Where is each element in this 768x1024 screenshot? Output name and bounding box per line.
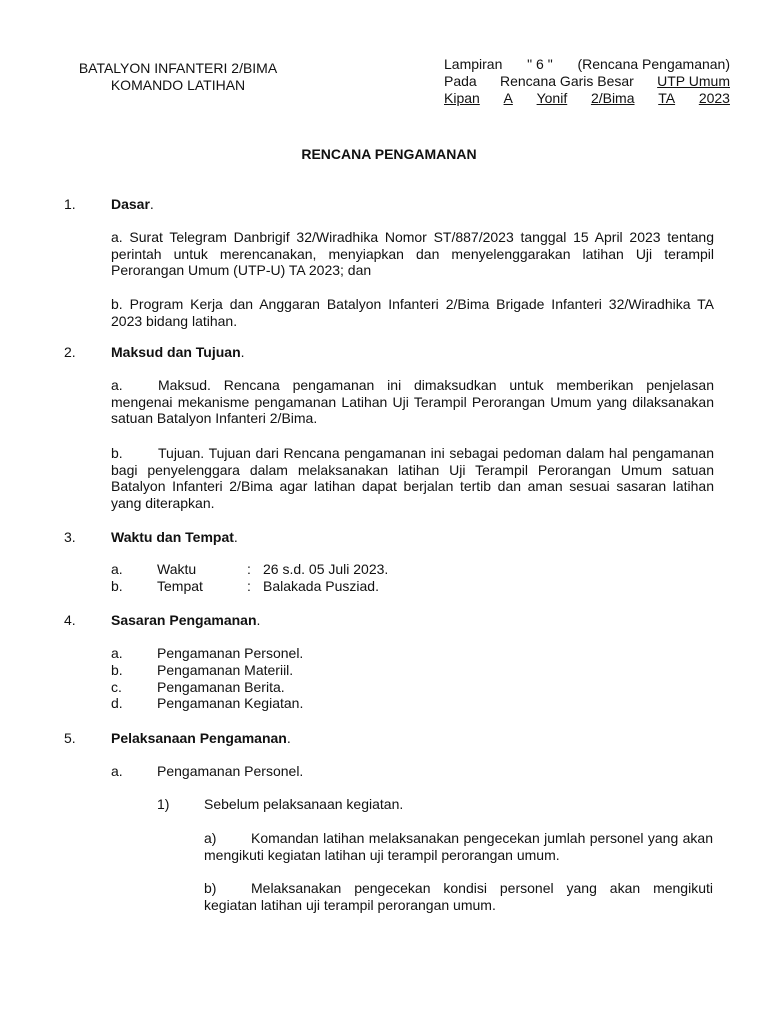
document-page: BATALYON INFANTERI 2/BIMA KOMANDO LATIHAN Lampiran " 6 " (Rencana Pengamanan) Pada Rencana Garis Besar UTP Umum Kipan A Yonif 2/Bima TA 2023 RENCANA PENGAMANAN 1. Dasar. a. Surat Telegram Danbrigif 32/Wiradhika Nomor ST/887/2023 tanggal 15 April 2023 tentang perintah untuk merencanakan, menyiapkan dan menyelenggarakan latihan Uji terampil Perorangan Umum (UTP-U) TA 2023; dan b. Program Kerja dan Anggaran Batalyon Infanteri 2/Bima Brigade Infanteri 32/Wiradhika TA 2023 bidang latihan. 2. Maksud dan Tujuan. a. Maksud. Rencana pengamanan ini dimaksudkan untuk memberikan penjelasan mengenai mekanisme pengamanan Latihan Uji Terampil Perorangan Umum yang dilaksanakan satuan Batalyon Infanteri 2/Bima. b. Tujuan. Tujuan dari Rencana pengamanan ini sebagai pedoman dalam hal pengamanan bagi penyelenggara dalam melaksanakan latihan Uji Terampil Perorangan Umum satuan Batalyon Infanteri 2/Bima agar latihan dapat berjalan tertib dan aman sesuai sasaran latihan yang diterapkan. 3. Waktu dan Tempat. a. Waktu : 26 s.d. 05 Juli 2023. b. Tempat : Balakada Pusziad. 4. Sasaran Pengamanan. a. Pengamanan Personel. b. Pengamanan Materiil. c. Pengamanan Berita. d. Pengamanan Kegiatan. 5. Pelaksanaan Pengamanan. a. Pengamanan Personel. 1) Sebelum pelaksanaan kegiatan. a) Komandan latihan melaksanakan pengecekan jumlah personel yang akan mengikuti kegiatan latihan uji terampil perorangan umum. b) Melaksanakan pengecekan kondisi personel yang akan mengikuti kegiatan latihan uji terampil perorangan umum. [0, 0, 768, 1024]
section-heading: Pelaksanaan Pengamanan. [111, 730, 291, 746]
section-number: 2. [64, 344, 76, 360]
attachment-line-2: Pada Rencana Garis Besar UTP Umum [444, 73, 730, 89]
section-number: 5. [64, 730, 76, 746]
attachment-line-1: Lampiran " 6 " (Rencana Pengamanan) [444, 56, 730, 72]
paragraph-5a1a: a) Komandan latihan melaksanakan pengecekan jumlah personel yang akan mengikuti kegiatan latihan uji terampil perorangan umum. [204, 830, 713, 863]
paragraph-2a: a. Maksud. Rencana pengamanan ini dimaksudkan untuk memberikan penjelasan mengenai mekanisme pengamanan Latihan Uji Terampil Perorangan Umum yang dilaksanakan satuan Batalyon Infanteri 2/Bima. [111, 377, 714, 426]
unit-name: BATALYON INFANTERI 2/BIMA [78, 60, 278, 76]
attachment-line-3: Kipan A Yonif 2/Bima TA 2023 [444, 90, 730, 106]
paragraph-1a: a. Surat Telegram Danbrigif 32/Wiradhika Nomor ST/887/2023 tanggal 15 April 2023 tentang perintah untuk merencanakan, menyiapkan dan menyelenggarakan latihan Uji terampil Perorangan Umum (UTP-U) TA 2023; dan [111, 229, 714, 278]
paragraph-5a1b: b) Melaksanakan pengecekan kondisi personel yang akan mengikuti kegiatan latihan uji terampil perorangan umum. [204, 880, 713, 913]
section-heading: Waktu dan Tempat. [111, 529, 238, 545]
section-heading: Maksud dan Tujuan. [111, 344, 245, 360]
section-number: 4. [64, 612, 76, 628]
paragraph-2b: b. Tujuan. Tujuan dari Rencana pengamanan ini sebagai pedoman dalam hal pengamanan bagi penyelenggara dalam melaksanakan latihan Uji Terampil Perorangan Umum satuan Batalyon Infanteri 2/Bima agar latihan dapat berjalan tertib dan aman sesuai sasaran latihan yang diterapkan. [111, 445, 714, 511]
section-number: 1. [64, 196, 76, 212]
paragraph-1b: b. Program Kerja dan Anggaran Batalyon Infanteri 2/Bima Brigade Infanteri 32/Wiradhika TA 2023 bidang latihan. [111, 296, 714, 329]
section-heading: Dasar. [111, 196, 154, 212]
attachment-header [444, 56, 730, 107]
unit-header [58, 60, 298, 94]
unit-command: KOMANDO LATIHAN [110, 77, 246, 93]
document-title: RENCANA PENGAMANAN [301, 146, 477, 162]
section-heading: Sasaran Pengamanan. [111, 612, 261, 628]
section-number: 3. [64, 529, 76, 545]
